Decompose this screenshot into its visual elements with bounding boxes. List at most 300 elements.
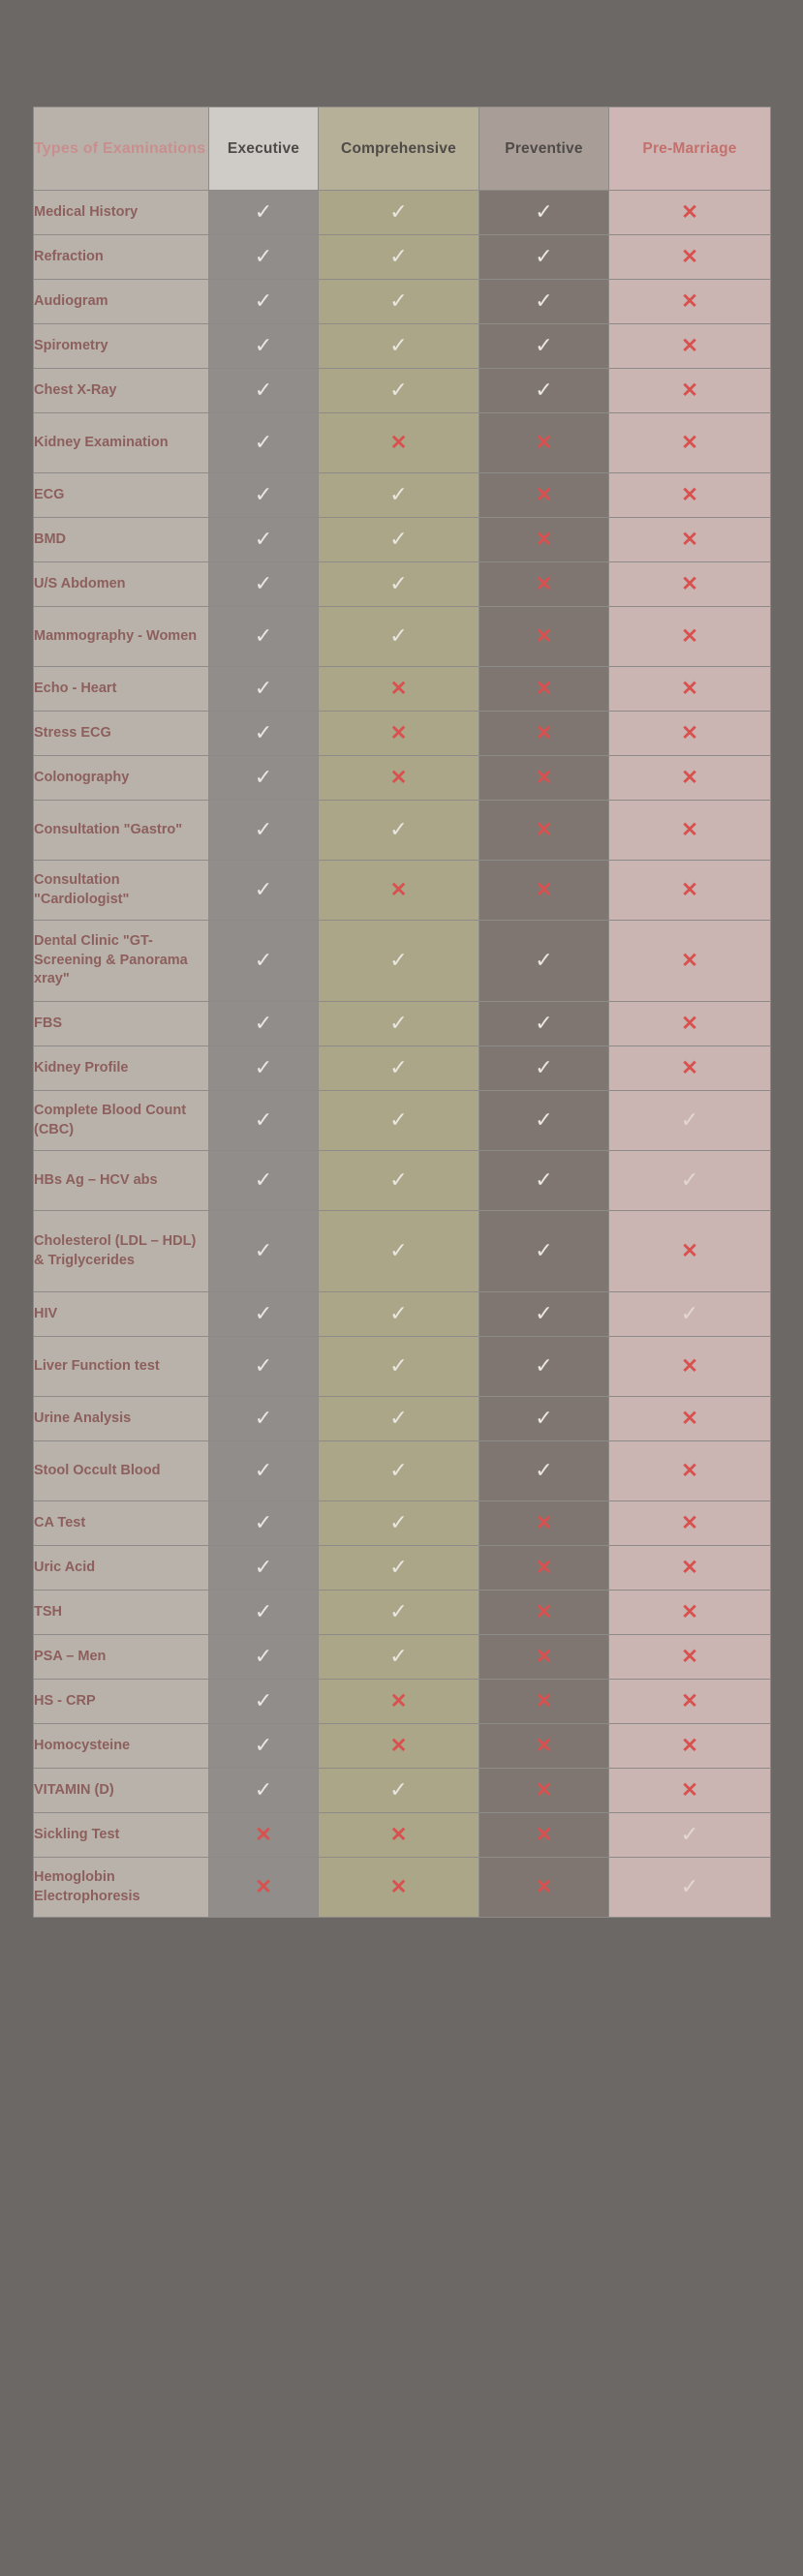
- cell-pre-marriage: [609, 1292, 771, 1337]
- row-label: Stool Occult Blood: [34, 1441, 209, 1501]
- check-icon: ✓: [254, 1238, 273, 1262]
- cell-executive: [209, 1397, 319, 1441]
- table-row: [34, 1680, 771, 1724]
- cell-executive: [209, 1635, 319, 1680]
- check-icon: ✓: [389, 482, 408, 506]
- cell-comprehensive: [319, 1769, 479, 1813]
- cell-comprehensive: [319, 1546, 479, 1591]
- cell-comprehensive: [319, 1046, 479, 1091]
- table-row: [34, 1151, 771, 1211]
- check-icon: ✓: [389, 1301, 408, 1325]
- cross-icon: ✕: [681, 572, 698, 595]
- row-label: CA Test: [34, 1501, 209, 1546]
- check-icon: ✓: [389, 1406, 408, 1430]
- cell-comprehensive: [319, 1680, 479, 1724]
- table-row: [34, 518, 771, 562]
- cell-preventive: [479, 1724, 609, 1769]
- cell-comprehensive: [319, 473, 479, 518]
- check-icon: ✓: [389, 1353, 408, 1378]
- table-row: [34, 562, 771, 607]
- check-icon: ✓: [389, 378, 408, 402]
- row-label: Echo - Heart: [34, 667, 209, 712]
- cross-icon: ✕: [681, 818, 698, 841]
- cell-executive: [209, 1769, 319, 1813]
- cell-comprehensive: [319, 1397, 479, 1441]
- cell-comprehensive: [319, 1292, 479, 1337]
- cell-comprehensive: [319, 861, 479, 921]
- cell-executive: [209, 861, 319, 921]
- examinations-comparison-table: [33, 106, 771, 1918]
- table-header-row: [34, 107, 771, 191]
- cross-icon: ✕: [681, 1511, 698, 1534]
- table-row: [34, 1337, 771, 1397]
- cross-icon: ✕: [535, 528, 553, 551]
- table-row: [34, 712, 771, 756]
- cell-executive: [209, 518, 319, 562]
- row-label: Consultation "Gastro": [34, 801, 209, 861]
- cell-comprehensive: [319, 607, 479, 667]
- check-icon: ✓: [535, 244, 553, 268]
- check-icon: ✓: [535, 1301, 553, 1325]
- check-icon: ✓: [254, 948, 273, 972]
- check-icon: ✓: [680, 1107, 699, 1132]
- cell-preventive: [479, 324, 609, 369]
- cell-preventive: [479, 1046, 609, 1091]
- cross-icon: ✕: [535, 431, 553, 454]
- cell-pre-marriage: [609, 1635, 771, 1680]
- check-icon: ✓: [254, 482, 273, 506]
- cell-pre-marriage: [609, 1337, 771, 1397]
- cell-preventive: [479, 607, 609, 667]
- check-icon: ✓: [254, 571, 273, 595]
- check-icon: ✓: [389, 244, 408, 268]
- check-icon: ✓: [389, 623, 408, 648]
- cross-icon: ✕: [389, 677, 408, 700]
- cell-pre-marriage: [609, 1501, 771, 1546]
- check-icon: ✓: [254, 333, 273, 357]
- check-icon: ✓: [254, 1599, 273, 1623]
- cell-pre-marriage: [609, 1441, 771, 1501]
- cell-executive: [209, 235, 319, 280]
- check-icon: ✓: [535, 333, 553, 357]
- cross-icon: ✕: [535, 721, 553, 744]
- cross-icon: ✕: [681, 1734, 698, 1757]
- check-icon: ✓: [254, 244, 273, 268]
- cell-preventive: [479, 1769, 609, 1813]
- table-row: [34, 1546, 771, 1591]
- cell-preventive: [479, 756, 609, 801]
- comparison-table-wrapper: [33, 106, 770, 1918]
- cell-executive: [209, 1292, 319, 1337]
- check-icon: ✓: [254, 817, 273, 841]
- cell-preventive: [479, 518, 609, 562]
- check-icon: ✓: [389, 817, 408, 841]
- table-row: [34, 1397, 771, 1441]
- row-label: Spirometry: [34, 324, 209, 369]
- cell-comprehensive: [319, 1635, 479, 1680]
- cell-comprehensive: [319, 1813, 479, 1858]
- cell-executive: [209, 324, 319, 369]
- cell-executive: [209, 1091, 319, 1151]
- cell-pre-marriage: [609, 473, 771, 518]
- cell-pre-marriage: [609, 1546, 771, 1591]
- cell-pre-marriage: [609, 1724, 771, 1769]
- cross-icon: ✕: [681, 483, 698, 506]
- cell-preventive: [479, 667, 609, 712]
- cell-pre-marriage: [609, 1046, 771, 1091]
- table-row: [34, 1292, 771, 1337]
- check-icon: ✓: [254, 1353, 273, 1378]
- table-row: [34, 667, 771, 712]
- check-icon: ✓: [535, 1238, 553, 1262]
- cell-executive: [209, 1680, 319, 1724]
- cell-executive: [209, 191, 319, 235]
- cell-executive: [209, 1211, 319, 1292]
- check-icon: ✓: [535, 288, 553, 313]
- cross-icon: ✕: [681, 1645, 698, 1668]
- cell-executive: [209, 607, 319, 667]
- cell-executive: [209, 921, 319, 1002]
- cross-icon: ✕: [681, 677, 698, 700]
- cross-icon: ✕: [535, 572, 553, 595]
- check-icon: ✓: [535, 1011, 553, 1035]
- cell-executive: [209, 1546, 319, 1591]
- cross-icon: ✕: [389, 1734, 408, 1757]
- table-row: [34, 1724, 771, 1769]
- table-row: [34, 1002, 771, 1046]
- cross-icon: ✕: [535, 624, 553, 648]
- cross-icon: ✕: [681, 721, 698, 744]
- cell-executive: [209, 712, 319, 756]
- check-icon: ✓: [389, 1644, 408, 1668]
- row-label: Medical History: [34, 191, 209, 235]
- row-label: HS - CRP: [34, 1680, 209, 1724]
- cell-preventive: [479, 413, 609, 473]
- cell-preventive: [479, 861, 609, 921]
- cell-preventive: [479, 1151, 609, 1211]
- cell-executive: [209, 473, 319, 518]
- cross-icon: ✕: [389, 878, 408, 901]
- cell-pre-marriage: [609, 1397, 771, 1441]
- cell-executive: [209, 413, 319, 473]
- cell-pre-marriage: [609, 801, 771, 861]
- check-icon: ✓: [254, 765, 273, 789]
- table-row: [34, 1591, 771, 1635]
- check-icon: ✓: [389, 1107, 408, 1132]
- cell-comprehensive: [319, 1151, 479, 1211]
- row-label: Urine Analysis: [34, 1397, 209, 1441]
- cell-comprehensive: [319, 369, 479, 413]
- cell-comprehensive: [319, 756, 479, 801]
- cell-pre-marriage: [609, 921, 771, 1002]
- row-label: FBS: [34, 1002, 209, 1046]
- cell-pre-marriage: [609, 1858, 771, 1918]
- cell-executive: [209, 756, 319, 801]
- table-row: [34, 1858, 771, 1918]
- check-icon: ✓: [389, 1238, 408, 1262]
- row-label: HIV: [34, 1292, 209, 1337]
- cell-preventive: [479, 1680, 609, 1724]
- cell-comprehensive: [319, 1858, 479, 1918]
- row-label: Hemoglobin Electrophoresis: [34, 1858, 209, 1918]
- check-icon: ✓: [535, 948, 553, 972]
- cross-icon: ✕: [681, 1459, 698, 1482]
- cross-icon: ✕: [535, 1600, 553, 1623]
- row-label: Mammography - Women: [34, 607, 209, 667]
- row-label: Uric Acid: [34, 1546, 209, 1591]
- cell-executive: [209, 667, 319, 712]
- table-row: [34, 1813, 771, 1858]
- cross-icon: ✕: [535, 483, 553, 506]
- cell-preventive: [479, 1635, 609, 1680]
- row-label: Consultation "Cardiologist": [34, 861, 209, 921]
- row-label: Kidney Profile: [34, 1046, 209, 1091]
- cell-preventive: [479, 1591, 609, 1635]
- check-icon: ✓: [535, 1107, 553, 1132]
- table-row: [34, 1635, 771, 1680]
- cell-preventive: [479, 1813, 609, 1858]
- cell-preventive: [479, 1091, 609, 1151]
- cross-icon: ✕: [535, 1511, 553, 1534]
- row-label: TSH: [34, 1591, 209, 1635]
- row-label: BMD: [34, 518, 209, 562]
- check-icon: ✓: [254, 199, 273, 224]
- cell-preventive: [479, 1337, 609, 1397]
- check-icon: ✓: [389, 1167, 408, 1192]
- cell-executive: [209, 1591, 319, 1635]
- check-icon: ✓: [254, 1555, 273, 1579]
- column-header-examinations: Types of Examinations: [34, 107, 209, 191]
- cross-icon: ✕: [535, 878, 553, 901]
- cell-preventive: [479, 1546, 609, 1591]
- check-icon: ✓: [254, 720, 273, 744]
- cross-icon: ✕: [389, 1689, 408, 1712]
- cell-pre-marriage: [609, 861, 771, 921]
- cell-comprehensive: [319, 712, 479, 756]
- cross-icon: ✕: [681, 1012, 698, 1035]
- cell-preventive: [479, 712, 609, 756]
- table-row: [34, 1441, 771, 1501]
- cell-comprehensive: [319, 413, 479, 473]
- cross-icon: ✕: [681, 624, 698, 648]
- cell-preventive: [479, 1002, 609, 1046]
- row-label: Homocysteine: [34, 1724, 209, 1769]
- cell-comprehensive: [319, 1724, 479, 1769]
- cell-pre-marriage: [609, 756, 771, 801]
- cell-preventive: [479, 562, 609, 607]
- check-icon: ✓: [254, 676, 273, 700]
- check-icon: ✓: [254, 430, 273, 454]
- cross-icon: ✕: [389, 1875, 408, 1898]
- check-icon: ✓: [389, 527, 408, 551]
- check-icon: ✓: [535, 1458, 553, 1482]
- row-label: VITAMIN (D): [34, 1769, 209, 1813]
- check-icon: ✓: [535, 199, 553, 224]
- cell-pre-marriage: [609, 1813, 771, 1858]
- check-icon: ✓: [389, 199, 408, 224]
- cell-preventive: [479, 280, 609, 324]
- row-label: Dental Clinic "GT- Screening & Panorama xray": [34, 921, 209, 1002]
- cell-executive: [209, 1724, 319, 1769]
- cell-pre-marriage: [609, 1151, 771, 1211]
- table-row: [34, 607, 771, 667]
- check-icon: ✓: [254, 1301, 273, 1325]
- cross-icon: ✕: [389, 1823, 408, 1846]
- cell-executive: [209, 1441, 319, 1501]
- check-icon: ✓: [389, 333, 408, 357]
- column-header-pre-marriage: Pre-Marriage: [609, 107, 771, 191]
- cell-pre-marriage: [609, 369, 771, 413]
- row-label: U/S Abdomen: [34, 562, 209, 607]
- cell-pre-marriage: [609, 413, 771, 473]
- cell-comprehensive: [319, 235, 479, 280]
- table-row: [34, 369, 771, 413]
- check-icon: ✓: [389, 1777, 408, 1802]
- cell-preventive: [479, 473, 609, 518]
- table-row: [34, 235, 771, 280]
- check-icon: ✓: [389, 288, 408, 313]
- cell-executive: [209, 1046, 319, 1091]
- check-icon: ✓: [254, 288, 273, 313]
- cell-comprehensive: [319, 1441, 479, 1501]
- check-icon: ✓: [535, 1406, 553, 1430]
- cell-preventive: [479, 1441, 609, 1501]
- cross-icon: ✕: [255, 1875, 272, 1898]
- cell-preventive: [479, 1858, 609, 1918]
- cell-comprehensive: [319, 1501, 479, 1546]
- cross-icon: ✕: [535, 1734, 553, 1757]
- cell-comprehensive: [319, 921, 479, 1002]
- cell-comprehensive: [319, 324, 479, 369]
- cell-executive: [209, 1813, 319, 1858]
- table-header: [34, 107, 771, 191]
- check-icon: ✓: [535, 1055, 553, 1079]
- cell-executive: [209, 369, 319, 413]
- cell-pre-marriage: [609, 280, 771, 324]
- check-icon: ✓: [254, 1406, 273, 1430]
- cell-executive: [209, 1501, 319, 1546]
- cross-icon: ✕: [681, 878, 698, 901]
- cross-icon: ✕: [535, 1823, 553, 1846]
- column-header-preventive: Preventive: [479, 107, 609, 191]
- cross-icon: ✕: [681, 431, 698, 454]
- cell-pre-marriage: [609, 667, 771, 712]
- column-header-executive: Executive: [209, 107, 319, 191]
- cell-comprehensive: [319, 562, 479, 607]
- check-icon: ✓: [680, 1874, 699, 1898]
- check-icon: ✓: [535, 1167, 553, 1192]
- cell-pre-marriage: [609, 324, 771, 369]
- cross-icon: ✕: [681, 766, 698, 789]
- cell-executive: [209, 1151, 319, 1211]
- table-row: [34, 324, 771, 369]
- cell-comprehensive: [319, 280, 479, 324]
- table-row: [34, 1501, 771, 1546]
- cell-preventive: [479, 921, 609, 1002]
- row-label: Liver Function test: [34, 1337, 209, 1397]
- cell-preventive: [479, 1397, 609, 1441]
- cell-pre-marriage: [609, 1591, 771, 1635]
- check-icon: ✓: [389, 1011, 408, 1035]
- cell-preventive: [479, 191, 609, 235]
- row-label: HBs Ag – HCV abs: [34, 1151, 209, 1211]
- check-icon: ✓: [254, 1688, 273, 1712]
- cell-executive: [209, 280, 319, 324]
- table-row: [34, 801, 771, 861]
- cross-icon: ✕: [681, 245, 698, 268]
- check-icon: ✓: [254, 527, 273, 551]
- check-icon: ✓: [680, 1822, 699, 1846]
- cell-executive: [209, 1858, 319, 1918]
- cell-executive: [209, 1002, 319, 1046]
- cell-preventive: [479, 369, 609, 413]
- cross-icon: ✕: [681, 334, 698, 357]
- row-label: Colonography: [34, 756, 209, 801]
- cell-comprehensive: [319, 667, 479, 712]
- cross-icon: ✕: [535, 1875, 553, 1898]
- cross-icon: ✕: [681, 379, 698, 402]
- row-label: Complete Blood Count (CBC): [34, 1091, 209, 1151]
- cross-icon: ✕: [681, 1407, 698, 1430]
- cross-icon: ✕: [681, 1689, 698, 1712]
- row-label: Cholesterol (LDL – HDL) & Triglycerides: [34, 1211, 209, 1292]
- cross-icon: ✕: [681, 1556, 698, 1579]
- cell-executive: [209, 801, 319, 861]
- row-label: Kidney Examination: [34, 413, 209, 473]
- cross-icon: ✕: [389, 721, 408, 744]
- cross-icon: ✕: [255, 1823, 272, 1846]
- cross-icon: ✕: [681, 1600, 698, 1623]
- check-icon: ✓: [254, 1644, 273, 1668]
- check-icon: ✓: [254, 1510, 273, 1534]
- check-icon: ✓: [389, 1055, 408, 1079]
- row-label: Audiogram: [34, 280, 209, 324]
- cell-pre-marriage: [609, 712, 771, 756]
- check-icon: ✓: [535, 1353, 553, 1378]
- check-icon: ✓: [389, 1458, 408, 1482]
- cell-pre-marriage: [609, 1769, 771, 1813]
- cross-icon: ✕: [681, 1239, 698, 1262]
- cross-icon: ✕: [681, 1778, 698, 1802]
- check-icon: ✓: [254, 623, 273, 648]
- cell-comprehensive: [319, 1002, 479, 1046]
- cell-comprehensive: [319, 1591, 479, 1635]
- table-row: [34, 861, 771, 921]
- table-row: [34, 756, 771, 801]
- table-body: [34, 191, 771, 1918]
- cell-preventive: [479, 1501, 609, 1546]
- cell-pre-marriage: [609, 1680, 771, 1724]
- cell-pre-marriage: [609, 518, 771, 562]
- cross-icon: ✕: [535, 818, 553, 841]
- cross-icon: ✕: [681, 1354, 698, 1378]
- row-label: Refraction: [34, 235, 209, 280]
- cell-pre-marriage: [609, 235, 771, 280]
- check-icon: ✓: [254, 1777, 273, 1802]
- cross-icon: ✕: [389, 766, 408, 789]
- cell-executive: [209, 562, 319, 607]
- table-row: [34, 921, 771, 1002]
- check-icon: ✓: [254, 1733, 273, 1757]
- cell-comprehensive: [319, 1091, 479, 1151]
- row-label: Chest X-Ray: [34, 369, 209, 413]
- cell-pre-marriage: [609, 191, 771, 235]
- cell-preventive: [479, 1211, 609, 1292]
- check-icon: ✓: [254, 1011, 273, 1035]
- row-label: Sickling Test: [34, 1813, 209, 1858]
- check-icon: ✓: [389, 948, 408, 972]
- cross-icon: ✕: [535, 766, 553, 789]
